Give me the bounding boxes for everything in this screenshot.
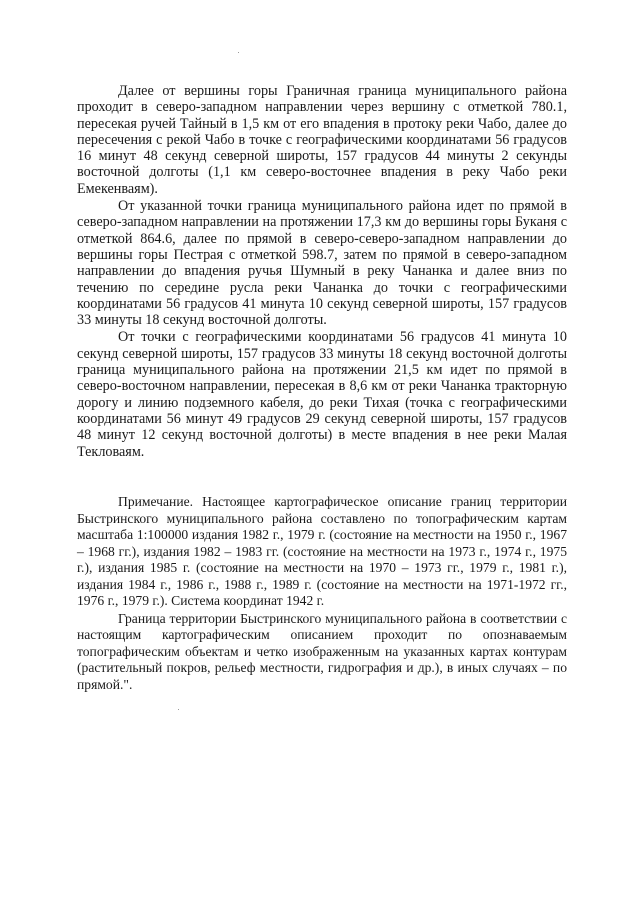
- boundary-description: [77, 83, 567, 460]
- note-paragraph-2: Граница территории Быстринского муниципального района в соответствии с настоящим картографическим описанием проходит по опознаваемым топографическим объектам и четко изображенным на указанных картах контурам (растительный покров, рельеф местности, гидрография и др.), в иных случаях – по прямой.".: [77, 610, 567, 692]
- note-section: [77, 494, 567, 693]
- scan-speck: [178, 709, 179, 710]
- scan-speck: [238, 52, 239, 53]
- paragraph-3: От точки с географическими координатами 56 градусов 41 минута 10 секунд северной широты, 157 градусов 33 минуты 18 секунд восточной долготы граница муниципального района на протяжении 21,5 км идет по прямой в северо-восточном направлении, пересекая в 8,6 км от реки Чананка тракторную дорогу и линию подземного кабеля, до реки Тихая (точка с географическими координатами 56 минут 49 градусов 29 секунд северной широты, 157 градусов 48 минут 12 секунд восточной долготы) в месте впадения в нее реки Малая Текловаям.: [77, 329, 567, 460]
- paragraph-2: От указанной точки граница муниципального района идет по прямой в северо-западном направлении на протяжении 17,3 км до вершины горы Буканя с отметкой 864.6, далее по прямой в северо-северо-западном направлении до вершины горы Пестрая с отметкой 598.7, затем по прямой в северо-западном направлении до впадения ручья Шумный в реку Чананка и далее вниз по течению по середине русла реки Чананка до точки с географическими координатами 56 градусов 41 минута 10 секунд северной широты, 157 градусов 33 минуты 18 секунд восточной долготы.: [77, 198, 567, 329]
- note-paragraph-1: Примечание. Настоящее картографическое описание границ территории Быстринского муниципального района составлено по топографическим картам масштаба 1:100000 издания 1982 г., 1979 г. (состояние на местности на 1950 г., 1967 – 1968 гг.), издания 1982 – 1983 гг. (состояние на местности на 1973 г., 1974 г., 1975 г.), издания 1985 г. (состояние на местности на 1970 – 1973 гг., 1979 г., 1981 г.), издания 1984 г., 1986 г., 1988 г., 1989 г. (состояние на местности на 1971-1972 гг., 1976 г., 1979 г.). Система координат 1942 г.: [77, 494, 567, 608]
- paragraph-1: Далее от вершины горы Граничная граница муниципального района проходит в северо-западном направлении через вершину с отметкой 780.1, пересекая ручей Тайный в 1,5 км от его впадения в протоку реки Чабо, далее до пересечения с рекой Чабо в точке с географическими координатами 56 градусов 16 минут 48 секунд северной широты, 157 градусов 44 минуты 2 секунды восточной долготы (1,1 км северо-восточнее впадения в реку Чабо реки Емекенваям).: [77, 83, 567, 197]
